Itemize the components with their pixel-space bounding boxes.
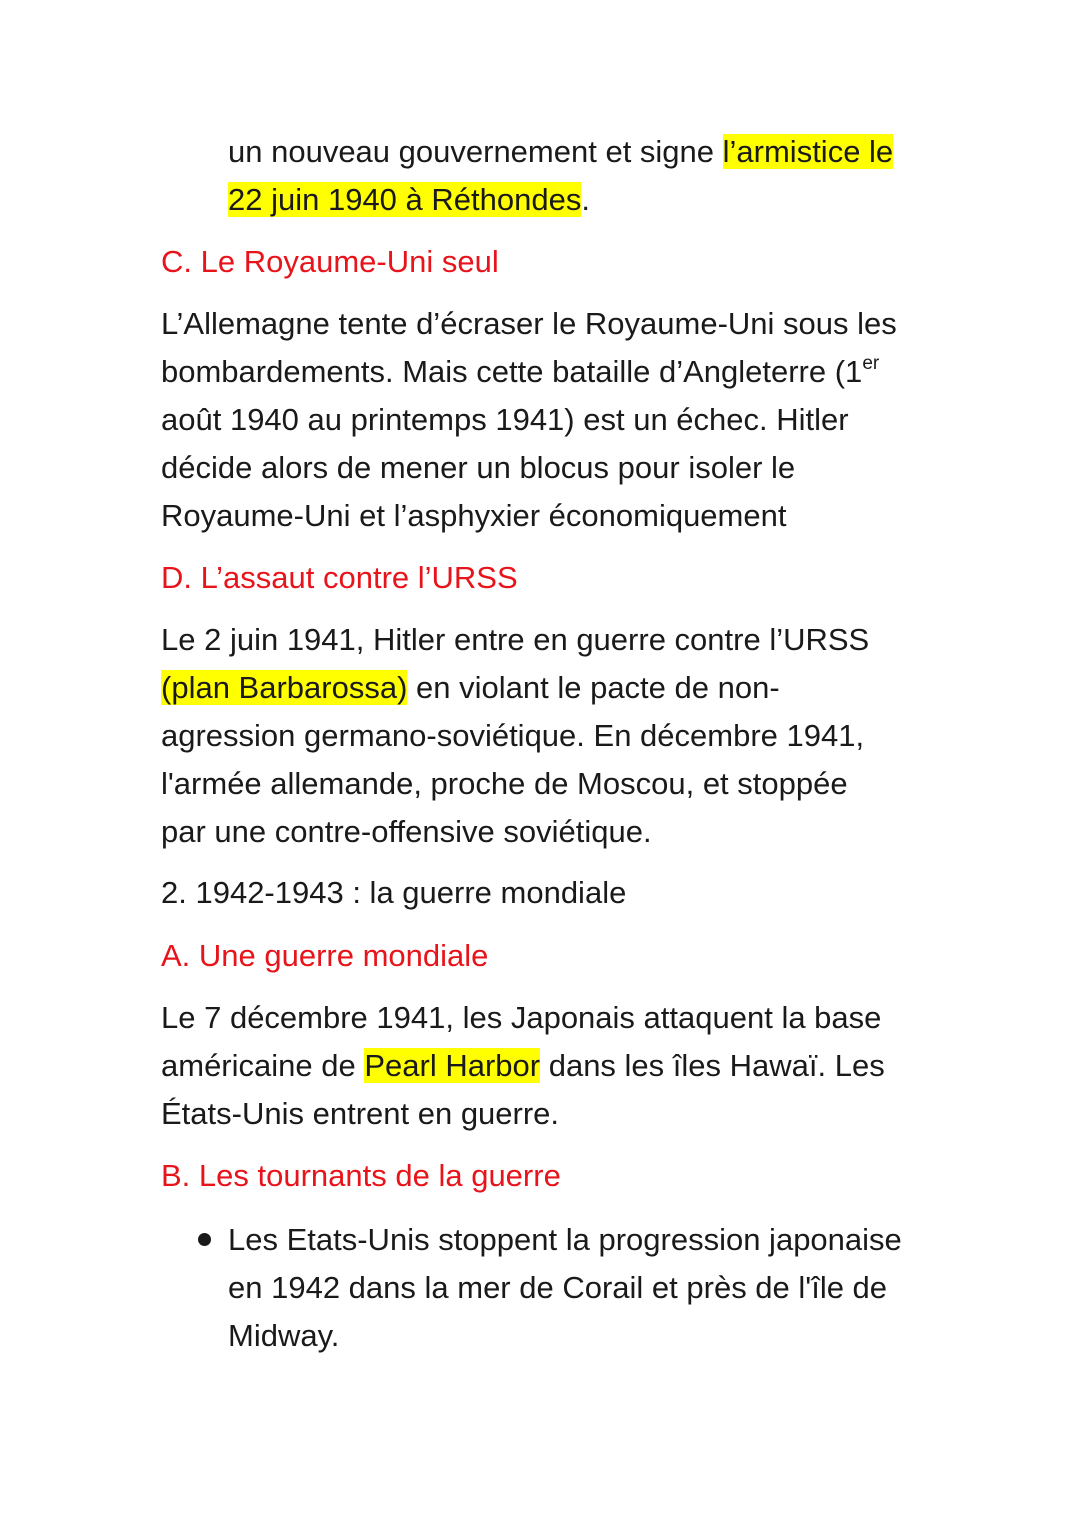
section-d-line-2-text: en violant le pacte de non- [407,670,780,705]
bullet-dot-icon [198,1233,211,1246]
heading-a: A. Une guerre mondiale [161,938,489,973]
section-c-line-3: août 1940 au printemps 1941) est un échec. Hitler [161,402,849,437]
intro-line-2 [228,176,893,224]
section-d-line-3: agression germano-soviétique. En décembre 1941, [161,718,865,753]
section-a-line-2-pre: américaine de [161,1048,365,1083]
intro-paragraph [228,128,893,224]
highlight-pearl-harbor: Pearl Harbor [364,1048,541,1083]
section-a-line-2 [161,1042,885,1090]
section-c-line-2-text: bombardements. Mais cette bataille d’Angleterre (1 [161,354,863,389]
section-d-line-2 [161,664,869,712]
intro-text-end: . [581,182,590,217]
section-d-line-1: Le 2 juin 1941, Hitler entre en guerre contre l’URSS [161,622,870,657]
highlight-armistice: l’armistice le [722,134,894,169]
section-d-line-5: par une contre-offensive soviétique. [161,814,652,849]
part-2-title: 2. 1942-1943 : la guerre mondiale [161,875,627,910]
section-b-bullet-1 [228,1216,902,1360]
section-c-line-4: décide alors de mener un blocus pour isoler le [161,450,796,485]
section-a-line-3: États-Unis entrent en guerre. [161,1096,560,1131]
intro-line-1 [228,128,893,176]
section-d-line-4: l'armée allemande, proche de Moscou, et stoppée [161,766,848,801]
highlight-barbarossa: (plan Barbarossa) [161,670,408,705]
bullet-1-line-1: Les Etats-Unis stoppent la progression japonaise [228,1222,902,1257]
section-c-paragraph [161,300,897,540]
bullet-1-line-3: Midway. [228,1318,340,1353]
highlight-date-rethondes: 22 juin 1940 à Réthondes [228,182,582,217]
superscript-er: er [862,352,880,374]
heading-c: C. Le Royaume-Uni seul [161,244,499,279]
bullet-1-line-2: en 1942 dans la mer de Corail et près de l'île de [228,1270,888,1305]
intro-text: un nouveau gouvernement et signe [228,134,723,169]
heading-d: D. L’assaut contre l’URSS [161,560,518,595]
section-c-line-2 [161,348,897,396]
section-c-line-1: L’Allemagne tente d’écraser le Royaume-Uni sous les [161,306,897,341]
heading-b: B. Les tournants de la guerre [161,1158,561,1193]
section-a-line-1: Le 7 décembre 1941, les Japonais attaquent la base [161,1000,882,1035]
section-a-line-2-post: dans les îles Hawaï. Les [540,1048,885,1083]
section-c-line-5: Royaume-Uni et l’asphyxier économiquement [161,498,787,533]
section-a-paragraph [161,994,885,1138]
section-d-paragraph [161,616,869,856]
